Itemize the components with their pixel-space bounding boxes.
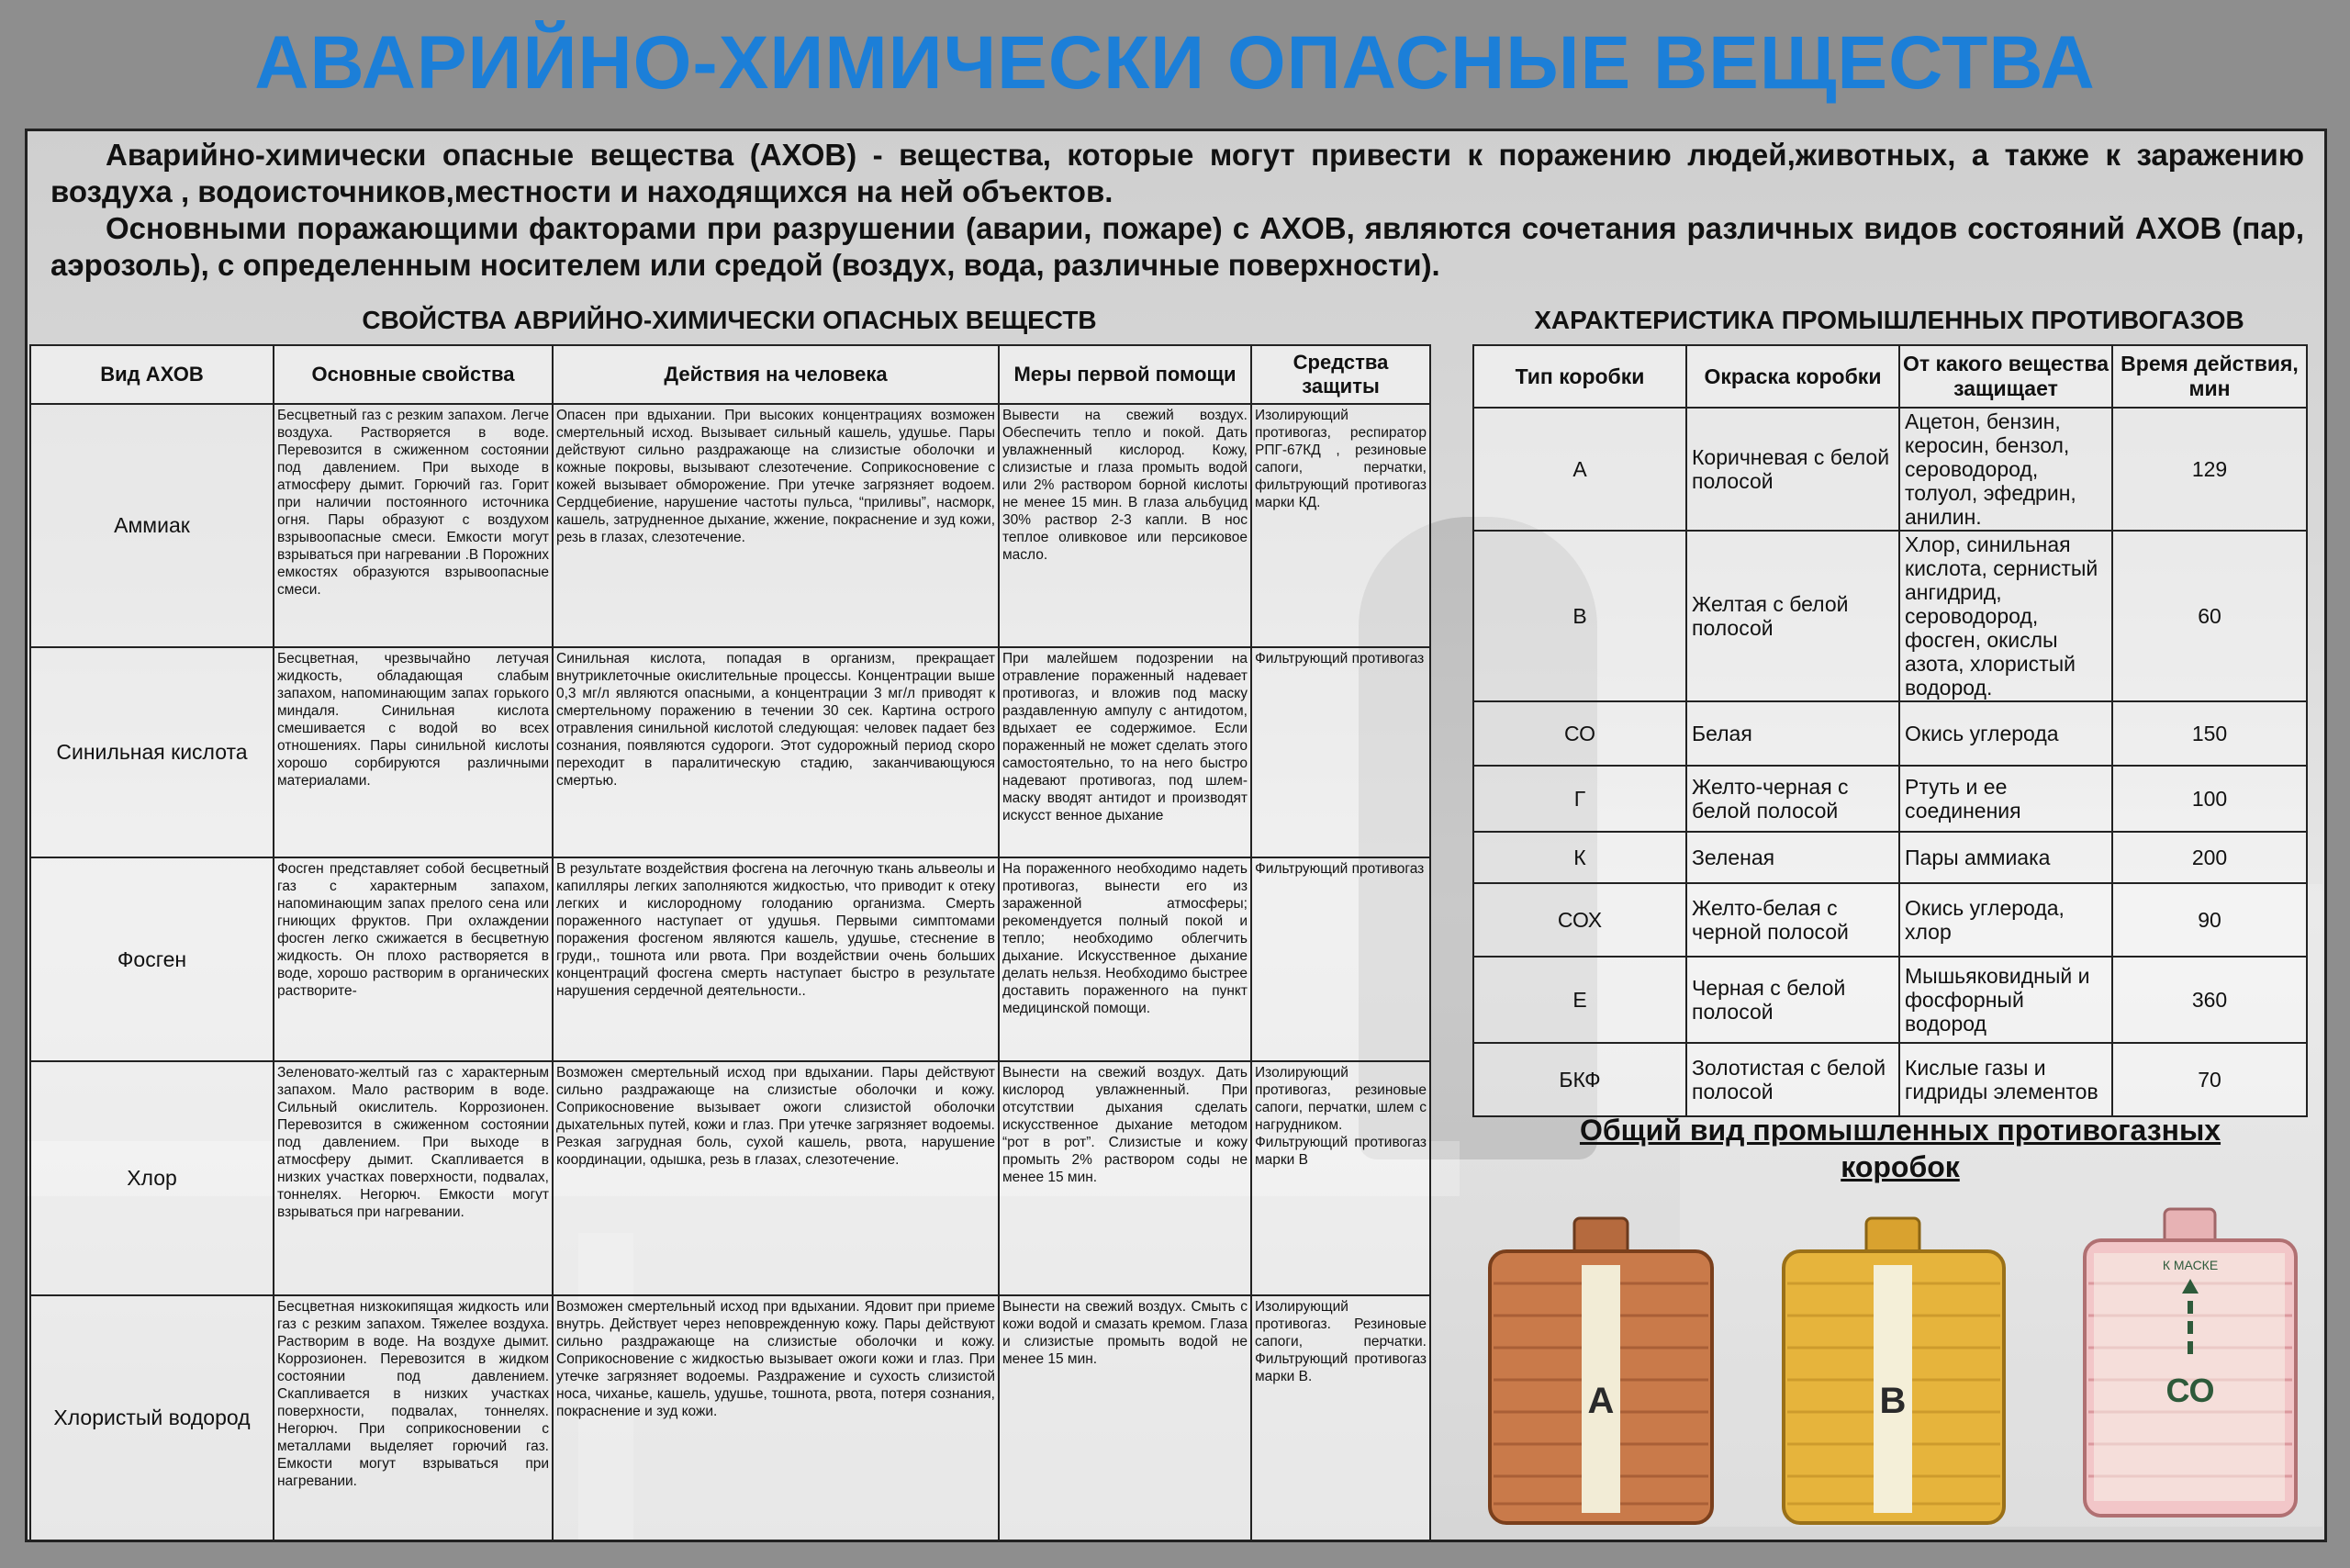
content-panel — [25, 129, 2327, 1542]
table-row — [1473, 531, 2307, 701]
box-protects: Мышьяковидный и фосфорный водород — [1899, 957, 2112, 1043]
intro-paragraph-1: Аварийно-химически опасные вещества (АХОВ) - вещества, которые могут привести к поражению людей,животных, а также к заражению воздуха , водоисточников,местности и находящихся на ней объектов. — [50, 138, 2304, 208]
substance-properties: Зеленовато-желтый газ с характерным запахом. Мало растворим в воде. Сильный окислитель. Коррозионен. Перевозится в сжиженном состоянии под давлением. При выходе в атмосферу дымит. Скапливается в низких участках поверхности, подвалах, тоннелях. Негорюч. Емкости могут взрываться при нагревании. — [274, 1061, 553, 1294]
gasmask-table — [1472, 344, 2308, 1117]
box-time: 90 — [2112, 883, 2307, 957]
properties-table — [29, 344, 1431, 1542]
column-header: Время действия, мин — [2112, 345, 2307, 408]
gasmask-table-title: ХАРАКТЕРИСТИКА ПРОМЫШЛЕННЫХ ПРОТИВОГАЗОВ — [1534, 306, 2244, 334]
box-time: 200 — [2112, 832, 2307, 883]
box-type: БКФ — [1473, 1043, 1686, 1116]
box-type: Г — [1473, 766, 1686, 832]
box-color: Желто-черная с белой полосой — [1686, 766, 1899, 832]
substance-effects: Опасен при вдыхании. При высоких концентрациях возможен смертельный исход. Вызывает сильный кашель, удушье. Пары действуют сильно раздражающе на слизистые оболочки и кожные покровы, вызывают слезотечение. Соприкосновение с кожей вызывает обморожение. При утечке загрязняет водоем. Сердцебиение, нарушение частоты пульса, “приливы”, насморк, кашель, затрудненное дыхание, жжение, покраснение и зуд кожи, резь в глазах, слезотечение. — [553, 404, 999, 647]
column-header: Окраска коробки — [1686, 345, 1899, 408]
box-protects: Окись углерода — [1899, 701, 2112, 766]
column-header: Меры первой помощи — [999, 345, 1251, 404]
canister-label: СО — [2165, 1372, 2215, 1409]
table-row — [1473, 701, 2307, 766]
box-time: 129 — [2112, 408, 2307, 531]
table-row — [30, 857, 1430, 1061]
box-type: В — [1473, 531, 1686, 701]
canister-top-label: К МАСКЕ — [2162, 1258, 2219, 1272]
column-header: Тип коробки — [1473, 345, 1686, 408]
substance-effects: В результате воздействия фосгена на легочную ткань альвеолы и капилляры легких заполняются жидкостью, что приводит к отеку легких и кислородному голоданию организма. Смерть пораженного наступает от удушья. Первыми симптомами поражения фосгеном являются кашель, удушье, стеснение в груди,, тошнота или рвота. При воздействии очень больших концентраций фосгена смерть наступает быстро в результате нарушения сердечной деятельности.. — [553, 857, 999, 1061]
table-row — [30, 647, 1430, 857]
substance-name: Синильная кислота — [30, 647, 274, 857]
properties-table-title: СВОЙСТВА АВРИЙНО-ХИМИЧЕСКИ ОПАСНЫХ ВЕЩЕСТВ — [362, 306, 1097, 334]
substance-protection: Фильтрующий противогаз — [1251, 647, 1430, 857]
box-protects: Кислые газы и гидриды элементов — [1899, 1043, 2112, 1116]
substance-protection: Изолирующий противогаз, респиратор РПГ-67КД , резиновые сапоги, перчатки, фильтрующий противогаз марки КД. — [1251, 404, 1430, 647]
box-time: 100 — [2112, 766, 2307, 832]
substance-name: Хлор — [30, 1061, 274, 1294]
table-row — [1473, 1043, 2307, 1116]
box-protects: Пары аммиака — [1899, 832, 2112, 883]
box-color: Черная с белой полосой — [1686, 957, 1899, 1043]
column-header: От какого вещества защищает — [1899, 345, 2112, 408]
box-color: Золотистая с белой полосой — [1686, 1043, 1899, 1116]
table-row — [30, 404, 1430, 647]
canister-co-image — [2077, 1205, 2302, 1522]
substance-effects: Возможен смертельный исход при вдыхании. Ядовит при приеме внутрь. Действует через неповрежденную кожу. Пары действуют сильно раздражающе на слизистые оболочки и кожу. Соприкосновение с жидкостью вызывает ожоги кожи и глаз. При утечке загрязняет водоемы. Раздражение и сухость слизистой носа, чиханье, кашель, удушье, тошнота, рвота, потеря сознания, покраснение и зуд кожи. — [553, 1295, 999, 1541]
column-header: Вид АХОВ — [30, 345, 274, 404]
substance-properties: Бесцветная низкокипящая жидкость или газ с резким запахом. Тяжелее воздуха. Растворим в воде. На воздухе дымит. Коррозионен. Перевозится в жидком состоянии под давлением. Скапливается в низких участках поверхности, подвалах, тоннелях. Негорюч. При соприкосновении с металлами выделяет горючий газ. Емкости могут взрываться при нагревании. — [274, 1295, 553, 1541]
column-header: Действия на человека — [553, 345, 999, 404]
table-row — [1473, 883, 2307, 957]
box-time: 360 — [2112, 957, 2307, 1043]
box-type: К — [1473, 832, 1686, 883]
canister-label: А — [1587, 1381, 1615, 1421]
box-time: 150 — [2112, 701, 2307, 766]
intro-paragraph-2: Основными поражающими факторами при разрушении (аварии, пожаре) с АХОВ, являются сочетания различных видов состояний АХОВ (пар, аэрозоль), с определенным носителем или средой (воздух, вода, различные поверхности). — [50, 211, 2304, 282]
substance-effects: Синильная кислота, попадая в организм, прекращает внутриклеточные окислительные процессы. Концентрации выше 0,3 мг/л являются опасными, а концентрации 3 мг/л приводят к смертельному поражению в течении 30 сек. Картина острого отравления синильной кислотой следующая: человек падает без сознания, появляются судороги. Этот судорожный период скоро переходит в паралитическую стадию, заканчивающуюся смертью. — [553, 647, 999, 857]
substance-properties: Фосген представляет собой бесцветный газ с характерным запахом, напоминающим запах прелого сена или гниющих фруктов. При охлаждении фосген легко сжижается в бесцветную жидкость. Он плохо растворяется в воде, хорошо растворим в органических растворите- — [274, 857, 553, 1061]
table-row — [1473, 957, 2307, 1043]
substance-first-aid: На пораженного необходимо надеть противогаз, вынести его из зараженной атмосферы; рекомендуется полный покой и тепло; необходимо облегчить дыхание. Искусственное дыхание делать нельзя. Необходимо быстрее доставить пораженного на пункт медицинской помощи. — [999, 857, 1251, 1061]
table-row — [30, 1061, 1430, 1294]
substance-first-aid: Вынести на свежий воздух. Смыть с кожи водой и смазать кремом. Глаза и слизистые промыть водой не менее 15 мин. — [999, 1295, 1251, 1541]
intro-text — [50, 137, 2304, 284]
box-type: А — [1473, 408, 1686, 531]
table-row — [1473, 408, 2307, 531]
box-type: СО — [1473, 701, 1686, 766]
column-header: Основные свойства — [274, 345, 553, 404]
box-color: Желтая с белой полосой — [1686, 531, 1899, 701]
box-time: 60 — [2112, 531, 2307, 701]
canister-b-image — [1776, 1215, 2010, 1527]
substance-protection: Фильтрующий противогаз — [1251, 857, 1430, 1061]
gasmask-header-row — [1473, 345, 2307, 408]
poster-title: АВАРИЙНО-ХИМИЧЕСКИ ОПАСНЫЕ ВЕЩЕСТВА — [254, 21, 2096, 105]
substance-properties: Бесцветная, чрезвычайно летучая жидкость, обладающая слабым запахом, напоминающим запах горького миндаля. Синильная кислота смешивается с водой во всех отношениях. Пары синильной кислоты хорошо сорбируются различными материалами. — [274, 647, 553, 857]
substance-first-aid: Вывести на свежий воздух. Обеспечить тепло и покой. Дать увлажненный кислород. Кожу, слизистые и глаза промыть водой или 2% раствором борной кислоты не менее 15 мин. В глаза альбуцид 30% раствор 2-3 капли. В нос теплое оливковое или персиковое масло. — [999, 404, 1251, 647]
box-time: 70 — [2112, 1043, 2307, 1116]
boxes-heading: Общий вид промышленных противогазных коробок — [1579, 1114, 2221, 1183]
box-protects: Ацетон, бензин, керосин, бензол, сероводород, толуол, эфедрин, анилин. — [1899, 408, 2112, 531]
column-header: Средства защиты — [1251, 345, 1430, 404]
box-color: Желто-белая с черной полосой — [1686, 883, 1899, 957]
substance-name: Аммиак — [30, 404, 274, 647]
properties-header-row — [30, 345, 1430, 404]
substance-protection: Изолирующий противогаз, резиновые сапоги, перчатки, шлем с нагрудником. Фильтрующий противогаз марки В — [1251, 1061, 1430, 1294]
box-color: Коричневая с белой полосой — [1686, 408, 1899, 531]
substance-first-aid: Вынести на свежий воздух. Дать кислород увлажненный. При отсутствии дыхания сделать искусственное дыхание методом “рот в рот”. Слизистые и кожу промыть 2% раствором соды не менее 15 мин. — [999, 1061, 1251, 1294]
box-protects: Окись углерода, хлор — [1899, 883, 2112, 957]
box-type: СОХ — [1473, 883, 1686, 957]
box-protects: Ртуть и ее соединения — [1899, 766, 2112, 832]
box-protects: Хлор, синильная кислота, сернистый ангидрид, сероводород, фосген, окислы азота, хлористый водород. — [1899, 531, 2112, 701]
table-row — [1473, 832, 2307, 883]
substance-effects: Возможен смертельный исход при вдыхании. Пары действуют сильно раздражающе на слизистые оболочки и кожу. Соприкосновение вызывает ожоги слизистой оболочки дыхательных путей, кожи и глаз. При утечке загрязняет водоемы. Резкая загрудная боль, сухой кашель, рвота, нарушение координации, одышка, резь в глазах, слезотечение. — [553, 1061, 999, 1294]
substance-protection: Изолирующий противогаз. Резиновые сапоги, перчатки. Фильтрующий противогаз марки В. — [1251, 1295, 1430, 1541]
table-row — [1473, 766, 2307, 832]
substance-name: Фосген — [30, 857, 274, 1061]
table-row — [30, 1295, 1430, 1541]
substance-first-aid: При малейшем подозрении на отравление пораженный надевает противогаз, и вложив под маску раздавленную ампулу с антидотом, вдыхает ее содержимое. Если пораженный не может сделать этого самостоятельно, то на него быстро надевают противогаз, под шлем-маску вводят антидот и производят искусст венное дыхание — [999, 647, 1251, 857]
box-type: Е — [1473, 957, 1686, 1043]
canister-a-image — [1483, 1215, 1719, 1527]
box-color: Белая — [1686, 701, 1899, 766]
box-color: Зеленая — [1686, 832, 1899, 883]
substance-name: Хлористый водород — [30, 1295, 274, 1541]
canister-label: В — [1879, 1381, 1907, 1421]
substance-properties: Бесцветный газ с резким запахом. Легче воздуха. Растворяется в воде. Перевозится в сжиженном состоянии под давлением. При выходе в атмосферу дымит. Горючий газ. Горит при наличии постоянного источника огня. Пары образуют с воздухом взрывоопасные смеси. Емкости могут взрываться при нагревании .В Порожних емкостях образуются взрывоопасные смеси. — [274, 404, 553, 647]
